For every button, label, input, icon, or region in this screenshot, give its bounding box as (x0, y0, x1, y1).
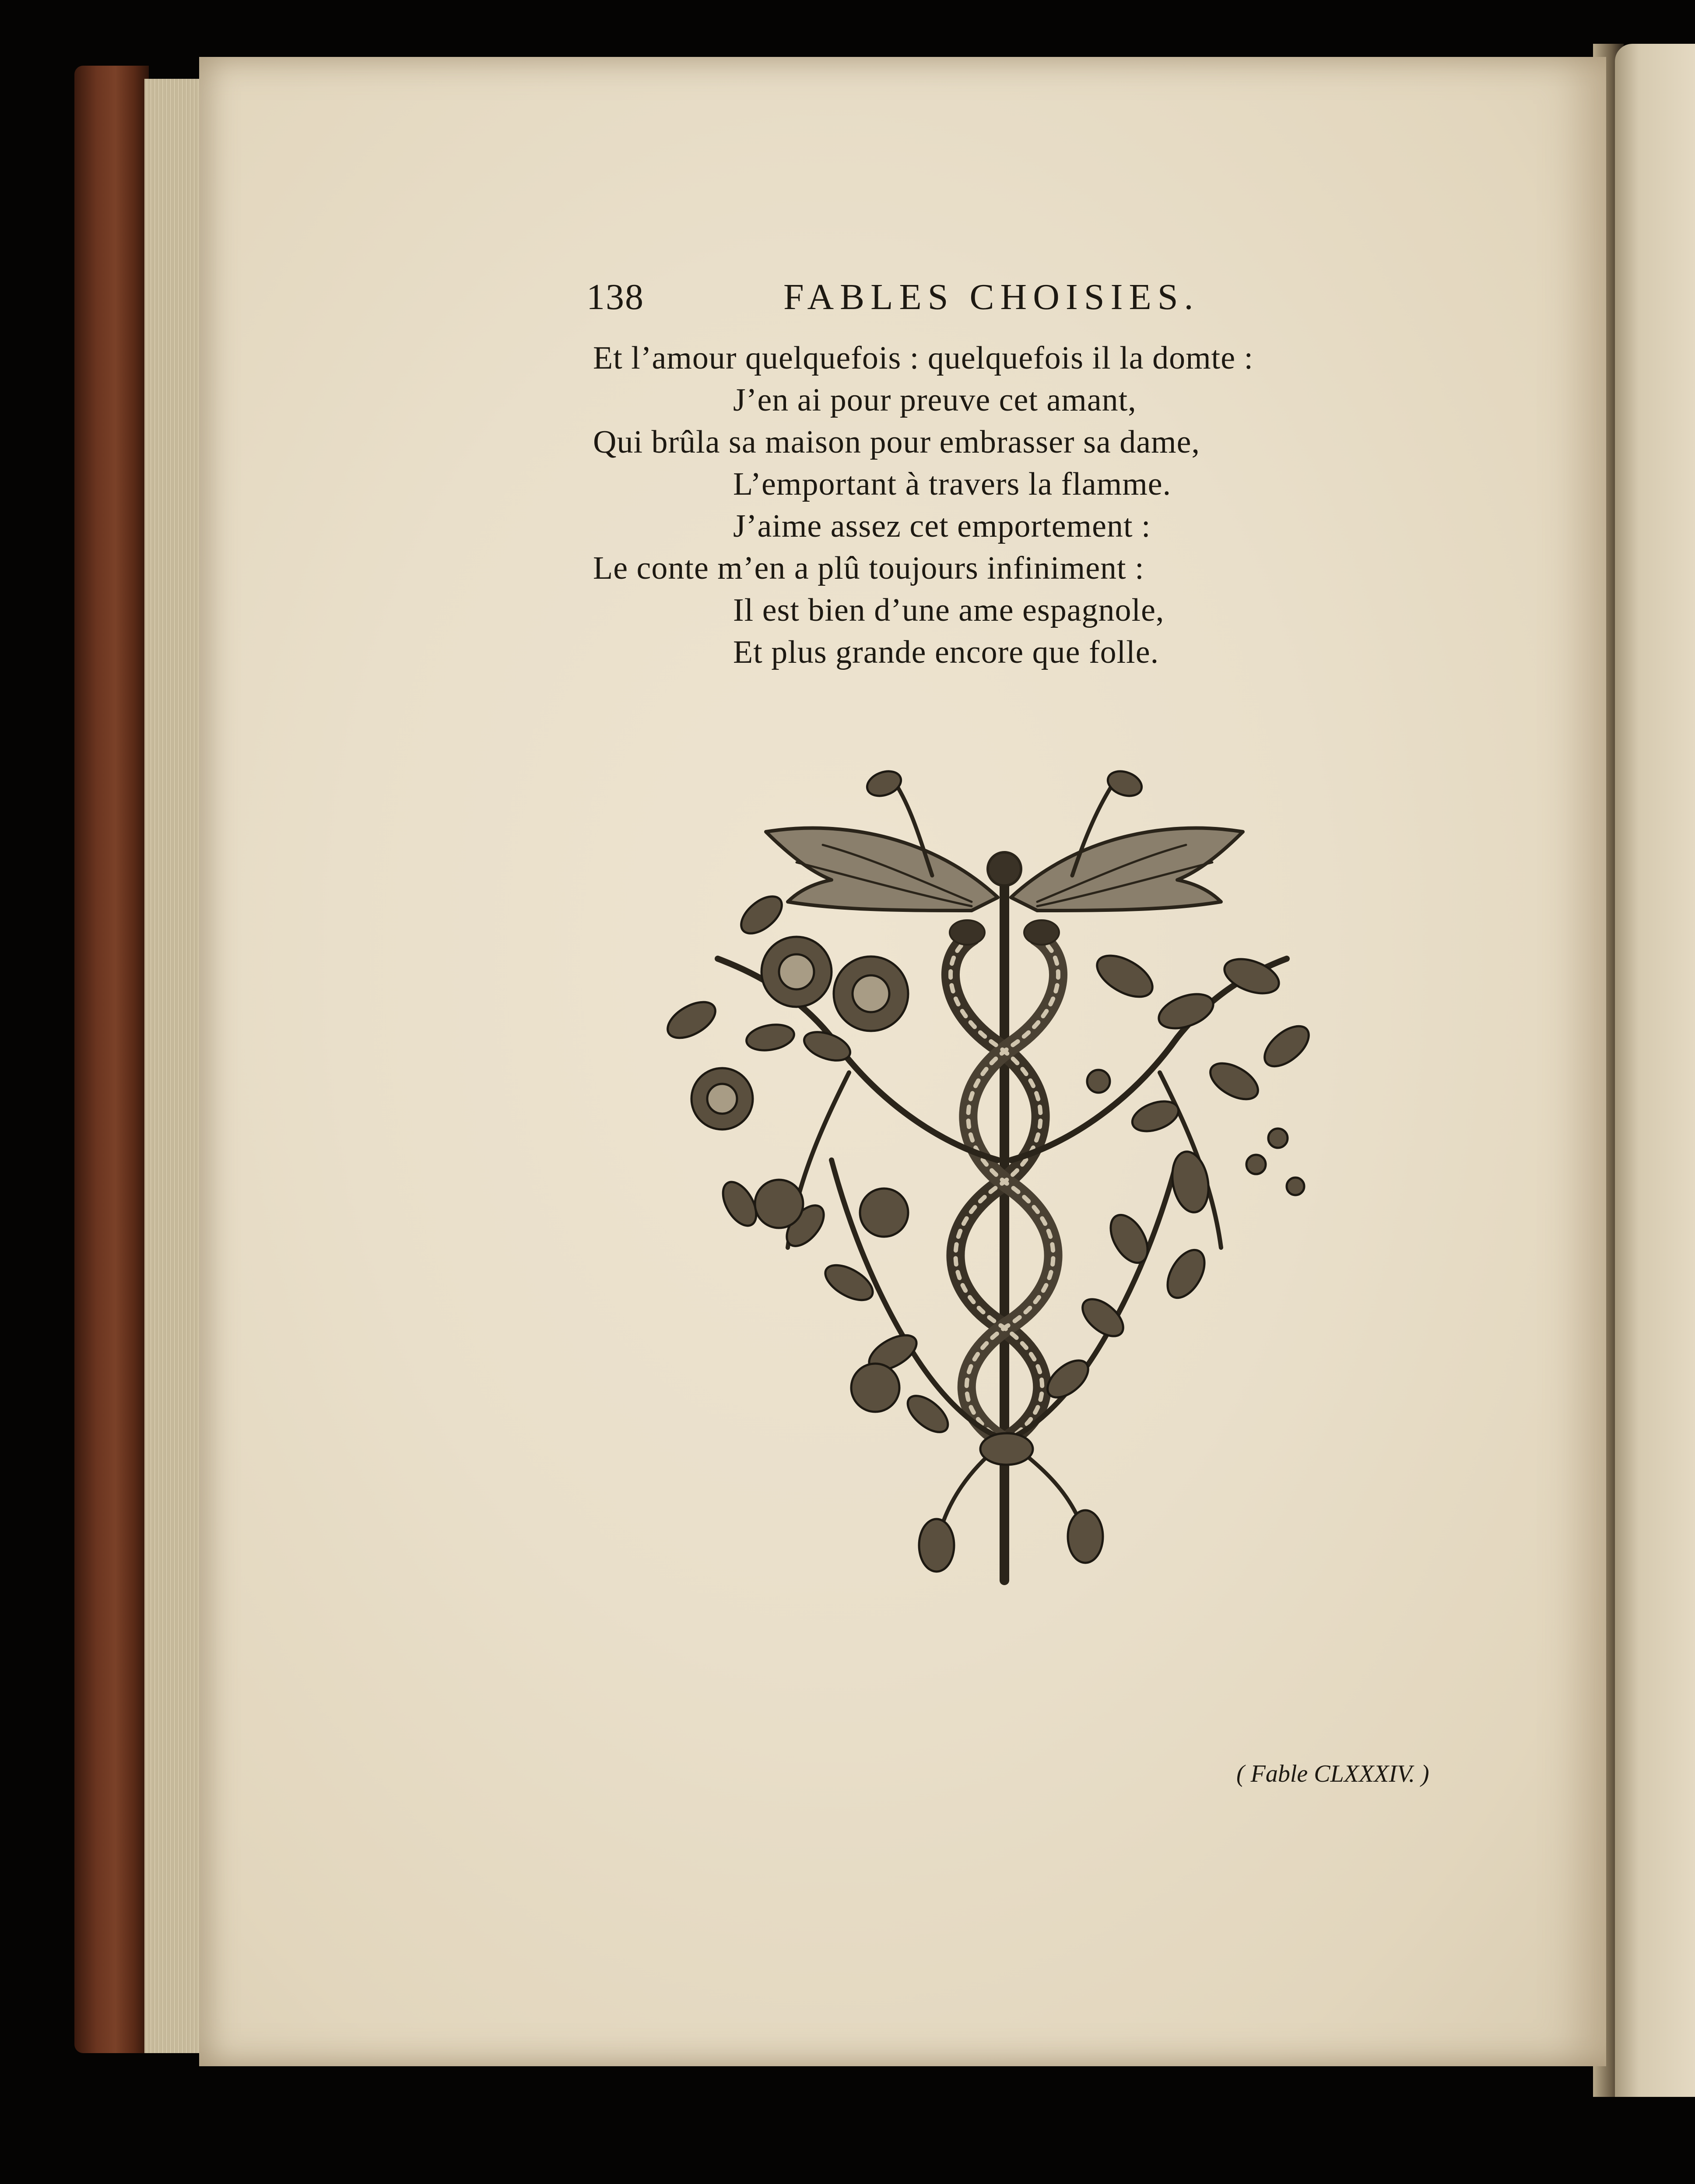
running-title: FABLES CHOISIES. (783, 277, 1200, 317)
caduceus-floral-wreath-icon (665, 766, 1344, 1598)
verse-line: Et l’amour quelquefois : quelquefois il la domte : (593, 340, 1254, 376)
facing-page-edge (1615, 44, 1695, 2097)
verse-block (593, 337, 1293, 673)
page-number: 138 (586, 277, 644, 317)
verse-line: Le conte m’en a plû toujours infiniment : (593, 550, 1144, 586)
verse-line: Et plus grande encore que folle. (733, 634, 1159, 670)
verse-line: J’aime assez cet emportement : (733, 508, 1151, 544)
running-head (586, 276, 1243, 328)
verse-line: J’en ai pour preuve cet amant, (733, 382, 1137, 418)
verse-line: Il est bien d’une ame espagnole, (733, 592, 1165, 628)
page-edges (144, 79, 201, 2053)
verse-line: L’emportant à travers la flamme. (733, 466, 1172, 502)
catchword: ( Fable CLXXXIV. ) (1236, 1760, 1429, 1787)
leather-cover (74, 66, 149, 2053)
verse-line: Qui brûla sa maison pour embrasser sa dame, (593, 424, 1200, 460)
